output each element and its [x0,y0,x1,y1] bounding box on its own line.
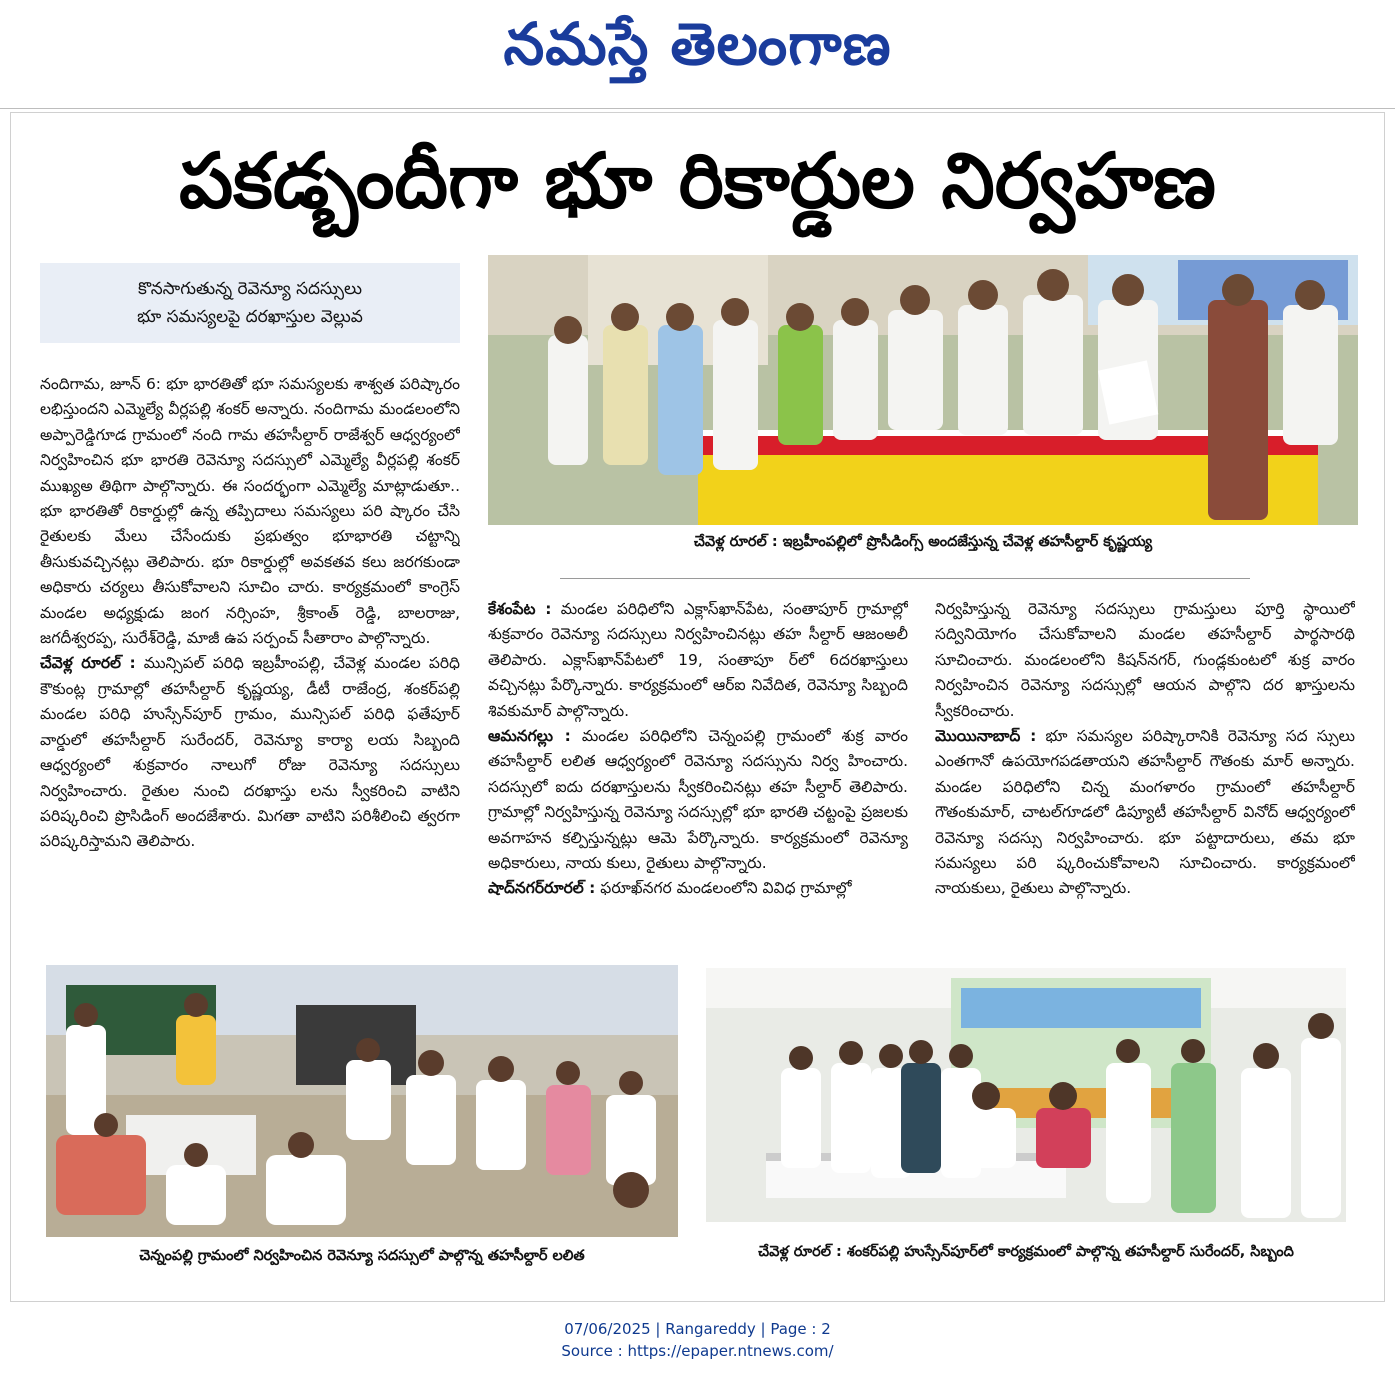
headline: పకడ్బందీగా భూ రికార్డుల నిర్వహణ [179,136,1216,225]
newspaper-logo: నమస్తే తెలంగాణ [503,10,892,78]
masthead [0,0,1395,92]
caption-bottom-right-photo: చేవెళ్ల రూరల్ : శంకర్‌పల్లి హుస్సేన్‌పూర్‌లో కార్యక్రమంలో పాల్గొన్న తహసీల్దార్ సురేందర్, సిబ్బంది [758,1244,1294,1260]
article-amanagallu-para [488,724,908,876]
dateline-amanagallu: ఆమనగల్లు : [488,727,571,746]
column-divider [560,578,1250,579]
keshampet-text: మండల పరిధిలోని ఎక్లాస్‌ఖాన్‌పేట, సంతాపూర్ గ్రామాల్లో శుక్రవారం రెవెన్యూ సదస్సులు నిర్వహించినట్లు తహ సీల్దార్ ఆజంఅలీ తెలిపారు. ఎక్లాస్‌ఖాన్‌పేటలో 19, సంతాపూ ర్‌లో 6దరఖాస్తులు వచ్చినట్లు పేర్కొన్నారు. కార్యక్రమంలో ఆర్ఐ నివేదిత, రెవెన్యూ సిబ్బంది శివకుమార్ పాల్గొన్నారు. [488,600,908,720]
article-column-2 [488,597,908,952]
amanagallu-text: మండల పరిధిలోని చెన్నంపల్లి గ్రామంలో శుక్ర వారం తహసీల్దార్ లలిత ఆధ్వర్యంలో రెవెన్యూ సదస్సును నిర్వ హించారు. సదస్సులో ఐదు దరఖాస్తులను స్వీకరించినట్లు తహ సీల్దార్ తెలిపారు. గ్రామాల్లో నిర్వహిస్తున్న రెవెన్యూ సదస్సుల్లో భూ భారతి చట్టంపై ప్రజలకు అవగాహన కల్పిస్తున్నట్లు ఆమె పేర్కొన్నారు. కార్యక్రమంలో రెవెన్యూ అధికారులు, నాయ కులు, రైతులు పాల్గొన్నారు. [488,727,908,873]
photo-bottom-right-image [706,968,1346,1222]
dateline-keshampet: కేశంపేట : [488,600,552,618]
subhead-line-2: భూ సమస్యలపై దరఖాస్తుల వెల్లువ [137,307,363,327]
article-keshampet-para [488,597,908,724]
dateline-shadnagar: షాద్‌నగర్‌రూరల్ : [488,879,596,898]
article-chevella-para [40,651,460,854]
article-column-1 [40,372,460,947]
dateline-chevella: చేవెళ్ల రూరల్ : [40,654,136,673]
chevella-text: మున్సిపల్ పరిధి ఇబ్రహీంపల్లి, చేవెళ్ల మండల పరిధి కౌకుంట్ల గ్రామాల్లో తహసీల్దార్ కృష్ణయ్య, డీటీ రాజేంద్ర, శంకర్‌పల్లి మండల పరిధి హుస్సేన్‌పూర్ గ్రామం, మున్సిపల్ పరిధి ఫతేపూర్ వార్డులో తహసీల్దార్ సురేందర్, రెవెన్యూ కార్యా లయ సిబ్బంది ఆధ్వర్యంలో శుక్రవారం నాలుగో రోజు రెవెన్యూ సదస్సులు నిర్వహించారు. రైతుల నుంచి దరఖాస్తు లను స్వీకరించి వాటిని పరిష్కరించి ప్రొసిడింగ్ అందజేశారు. మిగతా వాటిని పరిశీలించి త్వరగా పరిష్కరిస్తామని తెలిపారు. [40,654,460,851]
subhead-box [40,263,460,343]
dateline-moinabad: మొయినాబాద్ : [935,727,1037,746]
shadnagar-text: ఫరూఖ్‌నగర మండలంలోని వివిధ గ్రామాల్లో [600,879,852,898]
article-shadnagar-para [488,876,908,901]
shadnagar-continued: నిర్వహిస్తున్న రెవెన్యూ సదస్సులు గ్రామస్తులు పూర్తి స్థాయిలో సద్వినియోగం చేసుకోవాలని మండల తహసీల్దార్ పార్థసారథి సూచించారు. మండలంలోని కిషన్‌నగర్, గుండ్లకుంటలో శుక్ర వారం నిర్వహించిన రెవెన్యూ సదస్సుల్లో ఆయన పాల్గొని దర ఖాస్తులను స్వీకరించారు. [935,600,1355,720]
article-intro: నందిగామ, జూన్ 6: భూ భారతితో భూ సమస్యలకు శాశ్వత పరిష్కారం లభిస్తుందని ఎమ్మెల్యే వీర్లపల్లి శంకర్ అన్నారు. నందిగామ మండలంలోని అప్పారెడ్డిగూడ గ్రామంలో నంది గామ తహసీల్దార్ రాజేశ్వర్ ఆధ్వర్యంలో నిర్వహించిన భూ భారతి రెవెన్యూ సదస్సులో ఎమ్మెల్యే వీర్లపల్లి శంకర్ ముఖ్యఅ తిథిగా పాల్గొన్నారు. ఈ సందర్భంగా ఎమ్మెల్యే మాట్లాడుతూ.. భూ భారతితో రికార్డుల్లో ఉన్న తప్పిదాలు సమస్యలు పరి ష్కారం చేసి రైతులకు మేలు చేసేందుకు ప్రభుత్వం భూభారతి చట్టాన్ని తీసుకువచ్చినట్లు తెలిపారు. భూ రికార్డుల్లో అవకతవ కలు జరగకుండా అధికారు చర్యలు తీసుకోవాలని సూచిం చారు. కార్యక్రమంలో కాంగ్రెస్ మండల అధ్యక్షుడు జంగ నర్సింహ, శ్రీకాంత్ రెడ్డి, బాలరాజు, జగదీశ్వరప్ప, సురేశ్‌రెడ్డి, మాజీ ఉప సర్పంచ్ సీతారాం పాల్గొన్నారు. [40,375,460,648]
masthead-divider [0,108,1395,109]
footer-date-edition: 07/06/2025 | Rangareddy | Page : 2 [564,1320,831,1338]
article-column-3 [935,597,1355,952]
photo-bottom-left-image [46,965,678,1237]
subhead-line-1: కొనసాగుతున్న రెవెన్యూ సదస్సులు [138,279,362,299]
moinabad-text: భూ సమస్యల పరిష్కారానికి రెవెన్యూ సద స్సులు ఎంతగానో ఉపయోగపడతాయని తహసీల్దార్ గౌతంకు మార్ అన్నారు. మండల పరిధిలోని చిన్న మంగళారం గ్రామంలో తహసీల్దార్ గౌతంకుమార్, చాటల్‌గూడలో డిప్యూటీ తహసీల్దార్ వినోద్ ఆధ్వర్యంలో రెవెన్యూ సదస్సు నిర్వహించారు. భూ పట్టాదారులు, తమ భూ సమస్యలు పరి ష్కరించుకోవాలని సూచించారు. కార్యక్రమంలో నాయకులు, రైతులు పాల్గొన్నారు. [935,727,1355,898]
footer-source: Source : https://epaper.ntnews.com/ [561,1342,834,1360]
photo-top-image [488,255,1358,525]
photo-top [488,255,1358,525]
caption-bottom-left-photo: చెన్నంపల్లి గ్రామంలో నిర్వహించిన రెవెన్యూ సదస్సులో పాల్గొన్న తహసీల్దార్ లలిత [139,1248,585,1264]
article-moinabad-para [935,724,1355,902]
photo-bottom-right [706,968,1346,1222]
photo-bottom-left [46,965,678,1237]
caption-top-photo: చేవెళ్ల రూరల్ : ఇబ్రహీంపల్లిలో ప్రొసీడింగ్స్ అందజేస్తున్న చేవెళ్ల తహసీల్దార్ కృష్ణయ్య [693,534,1153,550]
